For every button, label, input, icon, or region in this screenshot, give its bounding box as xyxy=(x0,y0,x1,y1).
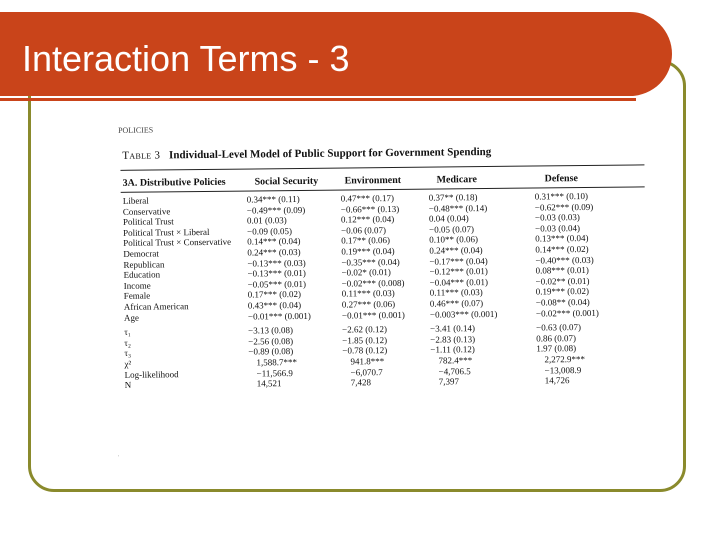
cell-value: −0.02* (0.01) xyxy=(341,267,391,278)
cell-value: 0.47*** (0.17) xyxy=(340,192,395,204)
scanned-table xyxy=(106,120,656,472)
cell-value: −6,070.7 xyxy=(350,366,383,377)
cell-value: −3.41 (0.14) xyxy=(430,323,476,334)
cell-value: 0.11*** (0.03) xyxy=(341,288,395,299)
cell-value: 0.27*** (0.06) xyxy=(341,298,396,310)
cell-value: 0.46*** (0.07) xyxy=(429,297,484,309)
scan-artifact: · xyxy=(117,453,120,460)
cell-value: 1.97 (0.08) xyxy=(536,343,577,354)
row-label: Political Trust × Conservative xyxy=(123,237,232,249)
cell-value: −0.03 (0.04) xyxy=(535,222,580,234)
cell-value: 0.12*** (0.04) xyxy=(340,214,395,225)
cell-value: 0.17** (0.06) xyxy=(341,235,391,246)
cell-value: 0.10** (0.06) xyxy=(429,234,479,245)
table-body xyxy=(123,190,647,390)
cell-value: 1,588.7*** xyxy=(256,356,298,368)
row-label: χ² xyxy=(124,358,132,369)
cell-value: −0.35*** (0.04) xyxy=(341,256,400,268)
row-label: Conservative xyxy=(122,205,171,217)
cell-value: −0.17*** (0.04) xyxy=(429,255,488,267)
cell-value: 0.31*** (0.10) xyxy=(534,190,589,202)
cell-value: −3.13 (0.08) xyxy=(248,325,294,336)
cell-value: −0.01*** (0.001) xyxy=(341,309,405,321)
cell-value: −1.11 (0.12) xyxy=(430,344,475,355)
cell-value: −0.48*** (0.14) xyxy=(428,202,488,214)
cell-value: −4,706.5 xyxy=(438,365,471,377)
cell-value: −0.01*** (0.001) xyxy=(247,310,311,322)
row-label: Democrat xyxy=(123,248,159,259)
cell-value: −2.56 (0.08) xyxy=(248,335,294,347)
title-bar xyxy=(0,12,672,96)
title-underline xyxy=(0,98,636,101)
cell-value: −0.78 (0.12) xyxy=(342,345,388,356)
cell-value: −0.13*** (0.03) xyxy=(247,257,306,269)
cell-value: −0.05*** (0.01) xyxy=(247,278,307,290)
cell-value: 14,726 xyxy=(544,375,570,386)
cell-value: 0.19*** (0.04) xyxy=(341,245,395,257)
cell-value: −11,566.9 xyxy=(256,367,293,378)
row-label: τ₁ xyxy=(124,326,131,337)
cell-value: 0.19*** (0.02) xyxy=(535,286,590,297)
cell-value: 0.08*** (0.01) xyxy=(535,265,589,276)
cell-value: −13,008.9 xyxy=(544,364,582,375)
cell-value: −1.85 (0.12) xyxy=(342,334,388,346)
cell-value: 7,428 xyxy=(350,377,372,388)
row-label: Political Trust xyxy=(122,216,174,228)
col-header-social-security: Social Security xyxy=(254,175,319,188)
row-label: Education xyxy=(123,269,161,280)
cell-value: 0.24*** (0.04) xyxy=(429,245,483,256)
slide-title: Interaction Terms - 3 xyxy=(22,38,350,79)
row-label: Female xyxy=(123,290,151,302)
top-rule xyxy=(120,164,644,170)
cell-value: −0.02*** (0.008) xyxy=(341,277,405,289)
cell-value: −0.06 (0.07) xyxy=(341,224,386,236)
cell-value: 0.13*** (0.04) xyxy=(535,233,589,244)
cell-value: −0.40*** (0.03) xyxy=(535,254,594,266)
panel-label: 3A. Distributive Policies xyxy=(122,176,226,189)
row-label: Political Trust × Liberal xyxy=(123,226,210,238)
cell-value: 941.8*** xyxy=(350,356,385,367)
cell-value: 0.34*** (0.11) xyxy=(246,193,300,205)
cell-value: −0.63 (0.07) xyxy=(536,322,582,333)
cell-value: −0.12*** (0.01) xyxy=(429,266,488,277)
cell-value: −0.89 (0.08) xyxy=(248,346,294,357)
row-label: Income xyxy=(123,280,151,291)
col-header-environment: Environment xyxy=(344,174,402,187)
cell-value: −2.83 (0.13) xyxy=(430,333,476,345)
table-title: Individual-Level Model of Public Support for Government Spending xyxy=(168,145,492,162)
cell-value: 0.43*** (0.04) xyxy=(247,299,302,311)
row-label: African American xyxy=(123,301,189,312)
cell-value: 782.4*** xyxy=(438,355,473,366)
table-label: Table 3 xyxy=(122,149,161,162)
cutoff-text: POLICIES xyxy=(117,125,154,135)
cell-value: −0.02*** (0.001) xyxy=(535,307,599,319)
row-label: Log-likelihood xyxy=(124,368,179,380)
cell-value: 7,397 xyxy=(438,376,459,387)
cell-value: 0.14*** (0.02) xyxy=(535,243,589,255)
cell-value: 0.14*** (0.04) xyxy=(247,236,301,247)
cell-value: 0.11*** (0.03) xyxy=(429,287,483,298)
cell-value: −0.003*** (0.001) xyxy=(429,308,498,320)
cell-value: −2.62 (0.12) xyxy=(342,324,388,335)
cell-value: 0.86 (0.07) xyxy=(536,332,577,344)
row-label: Liberal xyxy=(122,195,149,206)
row-label: τ₂ xyxy=(124,337,132,348)
row-label: N xyxy=(124,379,132,390)
table-caption xyxy=(122,146,491,162)
cell-value: −0.04*** (0.01) xyxy=(429,276,489,288)
cell-value: 0.37** (0.18) xyxy=(428,192,478,203)
cell-value: 0.24*** (0.03) xyxy=(247,246,301,258)
cell-value: 0.17*** (0.02) xyxy=(247,289,302,300)
cell-value: −0.02** (0.01) xyxy=(535,275,590,287)
cell-value: 0.01 (0.03) xyxy=(246,215,287,226)
cell-value: −0.09 (0.05) xyxy=(247,225,292,237)
cell-value: 0.04 (0.04) xyxy=(428,213,469,224)
row-label: Republican xyxy=(123,258,165,270)
cell-value: 14,521 xyxy=(256,378,282,389)
cell-value: −0.08** (0.04) xyxy=(535,296,590,308)
cell-value: −0.66*** (0.13) xyxy=(340,203,400,215)
cell-value: −0.05 (0.07) xyxy=(429,223,474,235)
col-header-medicare: Medicare xyxy=(436,174,477,186)
col-header-defense: Defense xyxy=(544,173,578,185)
cell-value: −0.62*** (0.09) xyxy=(534,201,594,213)
cell-value: −0.03 (0.03) xyxy=(534,212,580,223)
row-label: Age xyxy=(123,312,140,323)
row-label: τ₃ xyxy=(124,348,132,359)
cell-value: 2,272.9*** xyxy=(544,353,586,365)
cell-value: −0.49*** (0.09) xyxy=(246,204,306,216)
cell-value: −0.13*** (0.01) xyxy=(247,268,306,279)
